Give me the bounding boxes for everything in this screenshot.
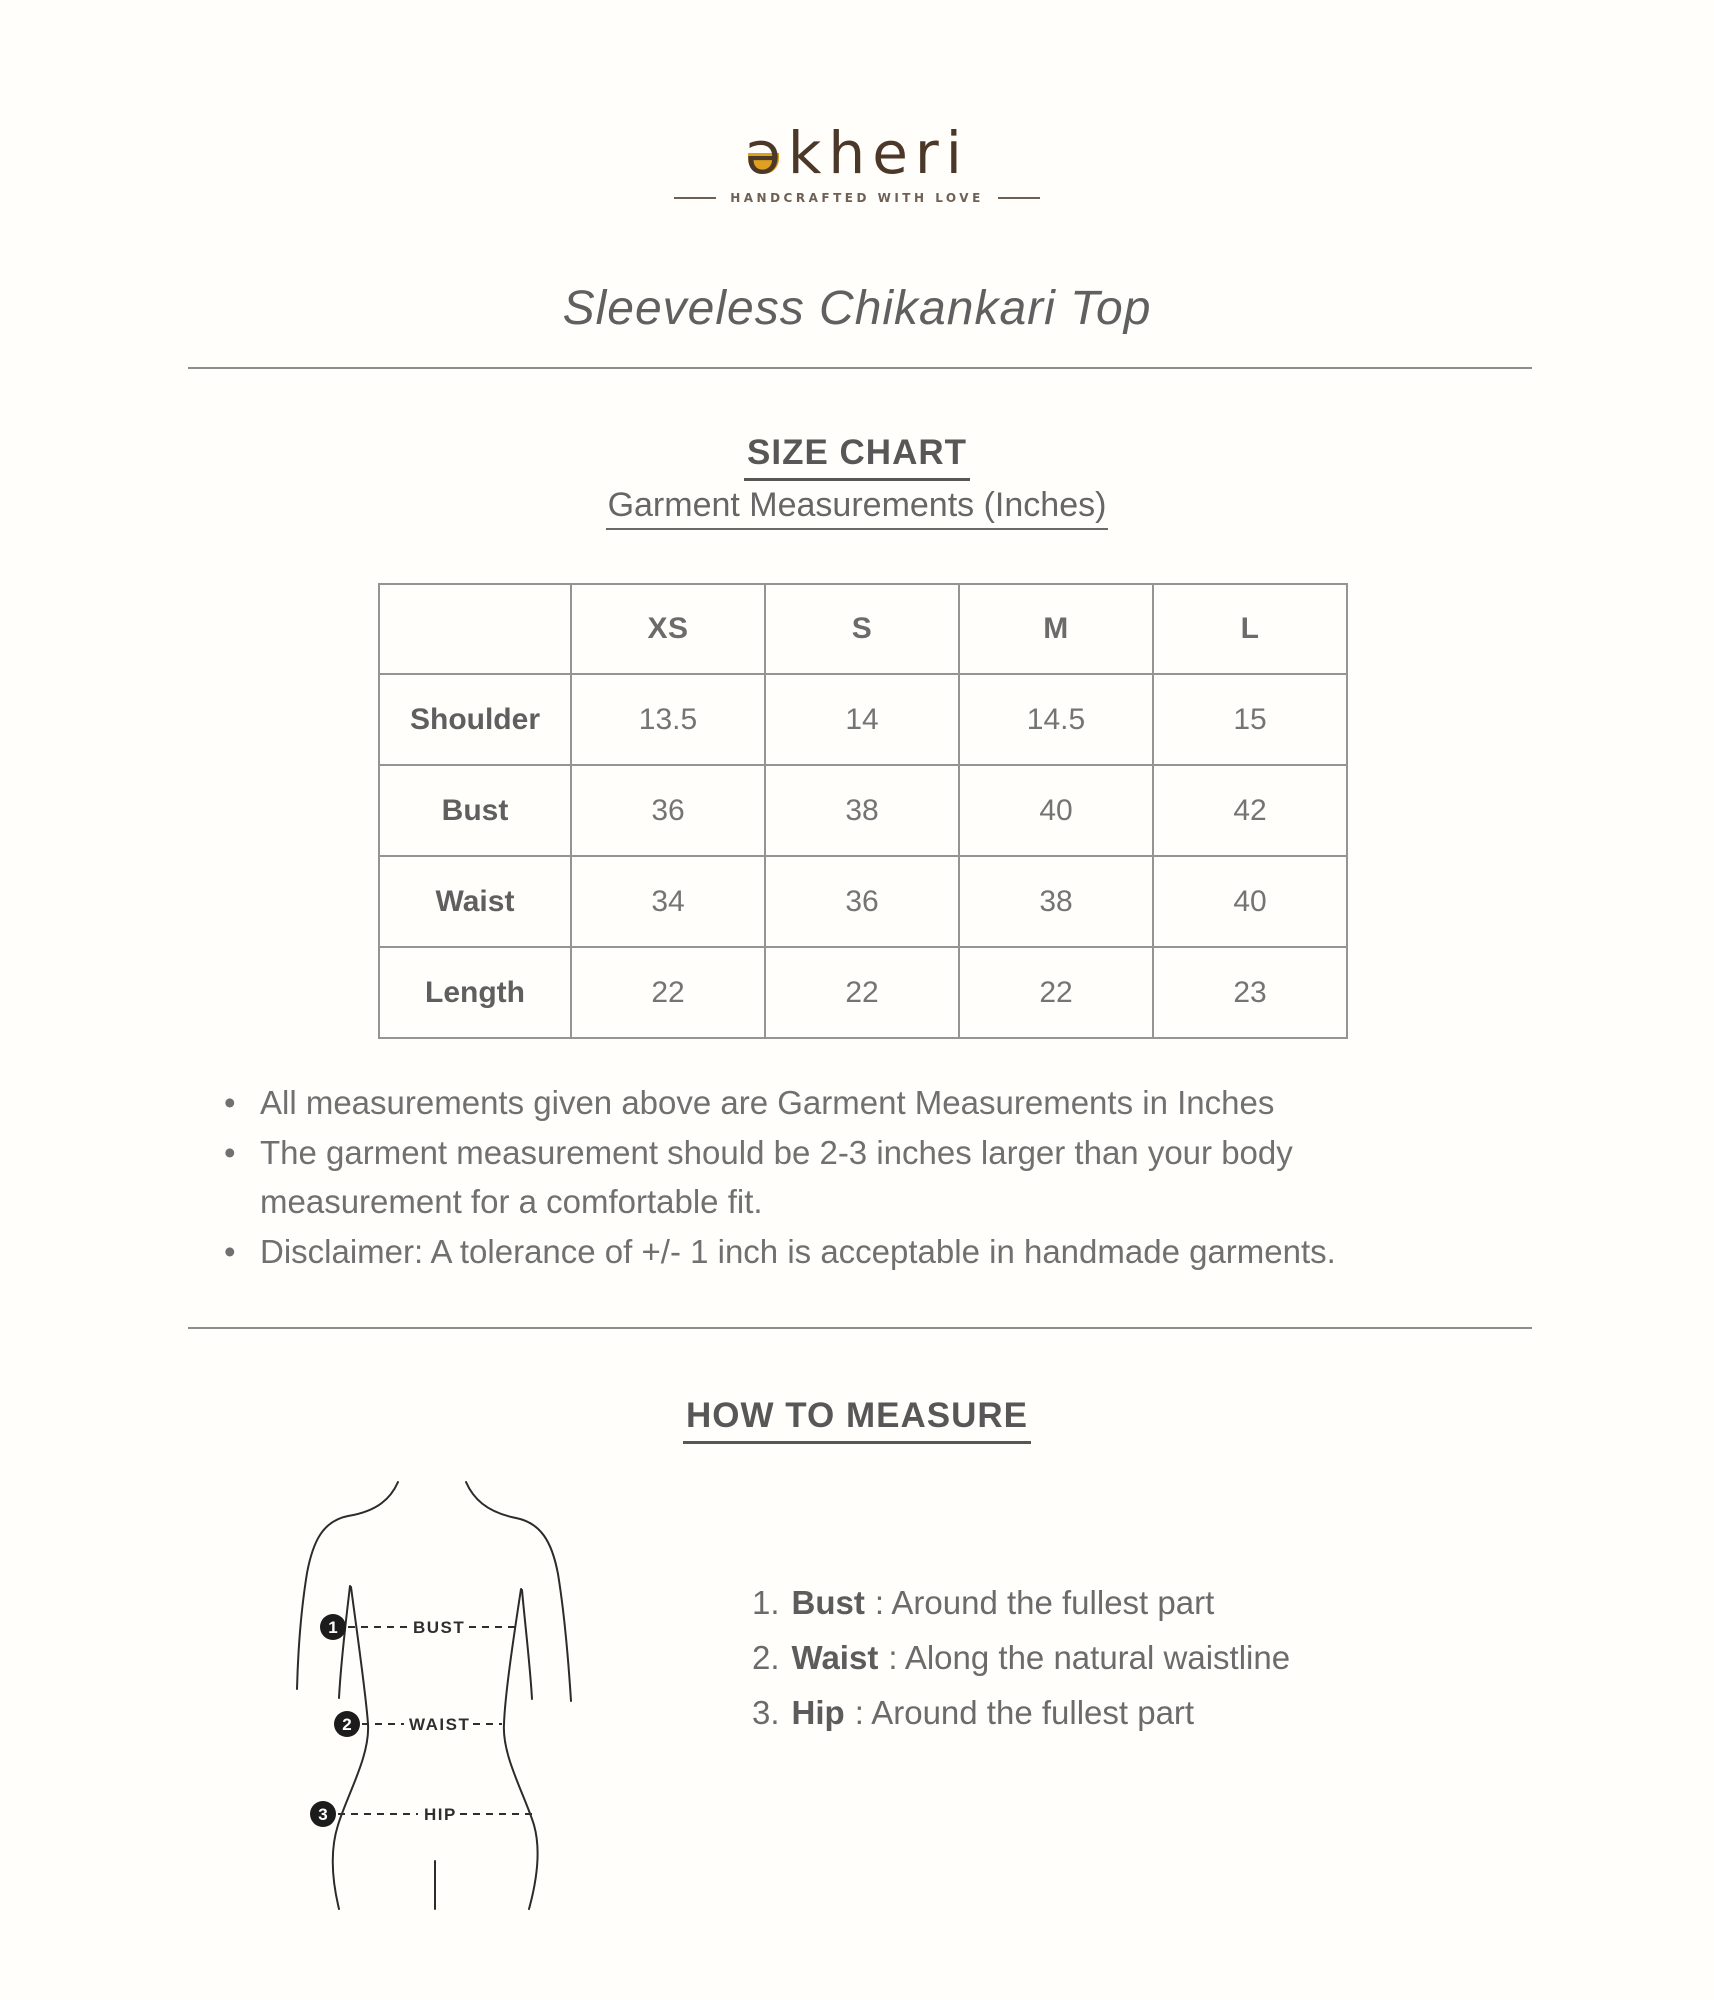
logo-first-glyph: ə — [745, 119, 788, 187]
figure-label-hip: HIP — [424, 1805, 457, 1824]
figure-left-neck-arm-outline — [297, 1482, 398, 1689]
size-chart-subheading-text: Garment Measurements (Inches) — [606, 486, 1109, 530]
figure-left-inner-arm-outline — [339, 1586, 350, 1698]
measurement-cell: 40 — [959, 765, 1153, 856]
table-corner-cell — [379, 584, 571, 674]
note-item: • Disclaimer: A tolerance of +/- 1 inch is acceptable in handmade garments. — [222, 1227, 1492, 1276]
logo-first-letter — [745, 119, 788, 187]
size-column-header-xs: XS — [571, 584, 765, 674]
measurement-cell: 23 — [1153, 947, 1347, 1038]
how-to-measure-heading-text: HOW TO MEASURE — [683, 1396, 1031, 1444]
step-label: Hip — [791, 1694, 845, 1731]
row-label-shoulder: Shoulder — [379, 674, 571, 765]
step-description: : Around the fullest part — [854, 1694, 1195, 1731]
tagline-text: HANDCRAFTED WITH LOVE — [730, 191, 984, 205]
measurement-cell: 36 — [765, 856, 959, 947]
measurement-cell: 40 — [1153, 856, 1347, 947]
figure-right-torso-leg-outline — [504, 1589, 538, 1909]
table-row-length — [379, 947, 1347, 1038]
table-row-bust — [379, 765, 1347, 856]
measure-point-1-number: 1 — [328, 1618, 338, 1637]
measure-steps-list — [752, 1575, 1290, 1740]
measurement-cell: 42 — [1153, 765, 1347, 856]
tagline-rule-right — [998, 197, 1040, 199]
figure-label-bust: BUST — [413, 1618, 466, 1637]
step-description: : Along the natural waistline — [888, 1639, 1291, 1676]
size-column-header-l: L — [1153, 584, 1347, 674]
size-chart-table — [378, 583, 1348, 1039]
figure-right-neck-arm-outline — [466, 1482, 571, 1701]
brand-logo-text — [745, 119, 969, 187]
brand-tagline — [0, 191, 1714, 205]
figure-label-waist: WAIST — [409, 1715, 471, 1734]
measurement-cell: 36 — [571, 765, 765, 856]
divider-middle — [188, 1327, 1532, 1329]
body-figure — [180, 1478, 660, 1914]
size-chart-heading — [0, 433, 1714, 481]
row-label-bust: Bust — [379, 765, 571, 856]
logo-rest-glyphs: kheri — [787, 119, 969, 187]
note-item: • All measurements given above are Garment Measurements in Inches — [222, 1078, 1492, 1127]
table-header-row — [379, 584, 1347, 674]
measure-step-hip — [752, 1685, 1290, 1740]
measurement-cell: 14.5 — [959, 674, 1153, 765]
row-label-length: Length — [379, 947, 571, 1038]
measurement-cell: 38 — [765, 765, 959, 856]
how-to-measure-heading — [0, 1396, 1714, 1444]
step-number: 3. — [752, 1694, 780, 1731]
size-column-header-s: S — [765, 584, 959, 674]
measurement-cell: 15 — [1153, 674, 1347, 765]
table-row-shoulder — [379, 674, 1347, 765]
brand-logo — [0, 119, 1714, 187]
table-row-waist — [379, 856, 1347, 947]
step-description: : Around the fullest part — [874, 1584, 1215, 1621]
measurement-cell: 22 — [571, 947, 765, 1038]
measurement-cell: 38 — [959, 856, 1153, 947]
size-column-header-m: M — [959, 584, 1153, 674]
measure-step-bust — [752, 1575, 1290, 1630]
figure-right-inner-arm-outline — [522, 1590, 532, 1699]
measure-point-3-number: 3 — [318, 1805, 328, 1824]
step-label: Waist — [791, 1639, 879, 1676]
size-chart-subheading — [0, 486, 1714, 530]
step-number: 1. — [752, 1584, 780, 1621]
measurement-cell: 13.5 — [571, 674, 765, 765]
measurement-cell: 34 — [571, 856, 765, 947]
step-number: 2. — [752, 1639, 780, 1676]
size-chart-heading-text: SIZE CHART — [744, 433, 970, 481]
measure-point-2-number: 2 — [342, 1715, 352, 1734]
tagline-rule-left — [674, 197, 716, 199]
product-title: Sleeveless Chikankari Top — [562, 282, 1152, 335]
measurement-cell: 14 — [765, 674, 959, 765]
step-label: Bust — [791, 1584, 865, 1621]
note-item: • The garment measurement should be 2-3 inches larger than your body measurement for a comfortable fit. — [222, 1128, 1492, 1226]
body-figure-svg — [180, 1478, 660, 1914]
measurement-notes — [222, 1078, 1492, 1277]
measure-step-waist — [752, 1630, 1290, 1685]
row-label-waist: Waist — [379, 856, 571, 947]
measurement-cell: 22 — [959, 947, 1153, 1038]
divider-top — [188, 367, 1532, 369]
measurement-cell: 22 — [765, 947, 959, 1038]
